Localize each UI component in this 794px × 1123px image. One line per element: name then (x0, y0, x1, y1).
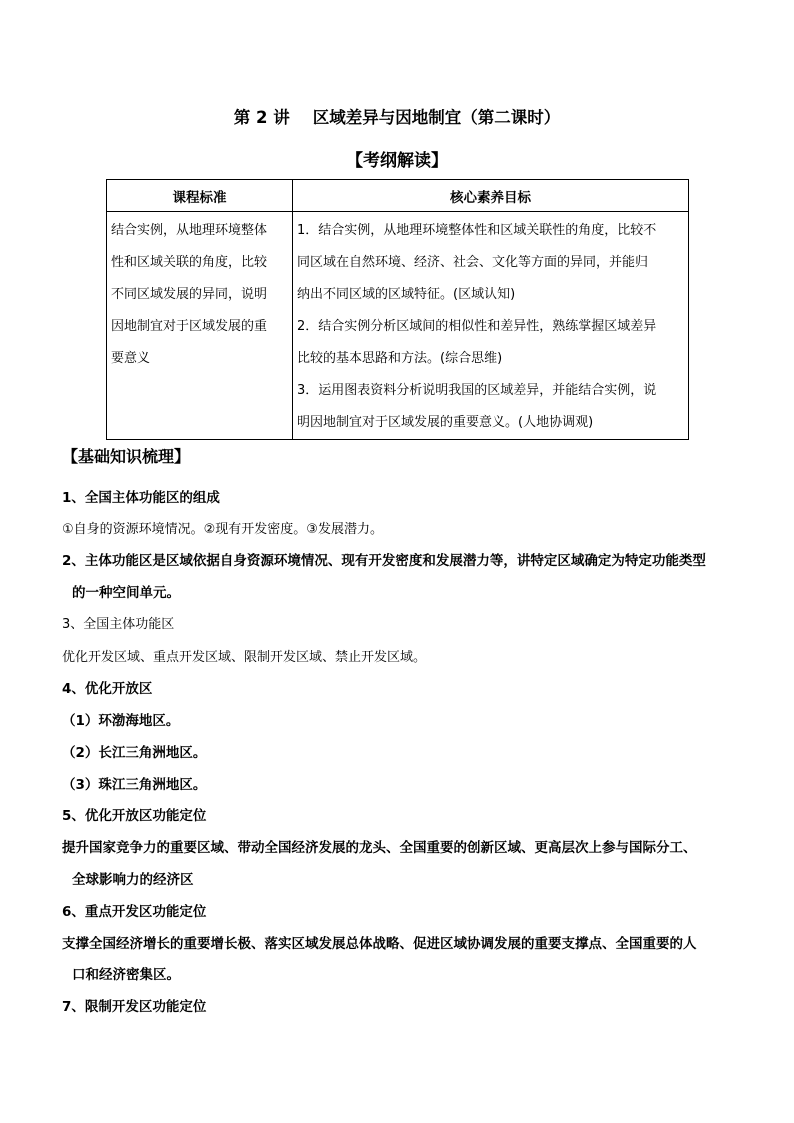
section-4-item: （3）珠江三角洲地区。 (62, 777, 207, 793)
standard-line: 不同区域发展的异同，说明 (111, 287, 268, 302)
section-7-title: 7、限制开发区功能定位 (62, 999, 207, 1015)
outline-heading: 【考纲解读】 (346, 151, 448, 171)
standard-line: 性和区域关联的角度，比较 (111, 255, 268, 270)
section-4-title: 4、优化开放区 (62, 681, 153, 697)
goal-line: 2．结合实例分析区域间的相似性和差异性，熟练掌握区域差异 (297, 319, 657, 334)
section-2-line-1: 2、主体功能区是区域依据自身资源环境情况、现有开发密度和发展潜力等，讲特定区域确定为特定功能类型 (62, 553, 706, 569)
core-literacy-cell (293, 212, 689, 440)
standard-line: 因地制宜对于区域发展的重 (111, 319, 268, 334)
section-1-body: ①自身的资源环境情况。②现有开发密度。③发展潜力。 (62, 522, 383, 537)
goal-line: 3．运用图表资料分析说明我国的区域差异，并能结合实例，说 (297, 383, 657, 398)
header-core-literacy: 核心素养目标 (293, 180, 689, 212)
standard-line: 结合实例，从地理环境整体 (111, 223, 268, 238)
goal-line: 1．结合实例，从地理环境整体性和区域关联性的角度，比较不 (297, 223, 657, 238)
standard-line: 要意义 (111, 351, 151, 366)
section-4-item: （1）环渤海地区。 (62, 713, 180, 729)
goal-line: 纳出不同区域的区域特征。(区域认知) (297, 287, 516, 302)
section-2-line-2: 的一种空间单元。 (72, 585, 180, 601)
section-1-title: 1、全国主体功能区的组成 (62, 490, 220, 506)
section-5-title: 5、优化开放区功能定位 (62, 808, 207, 824)
section-3-body: 优化开发区域、重点开发区域、限制开发区域、禁止开发区域。 (62, 650, 427, 665)
outline-table-row (107, 212, 689, 440)
goal-line: 比较的基本思路和方法。(综合思维) (297, 351, 503, 366)
page-title: 第 2 讲 区域差异与因地制宜（第二课时） (233, 108, 561, 127)
section-4-item: （2）长江三角洲地区。 (62, 745, 207, 761)
section-5-line-1: 提升国家竞争力的重要区域、带动全国经济发展的龙头、全国重要的创新区域、更高层次上参与国际分工、 (62, 840, 697, 856)
section-6-line-1: 支撑全国经济增长的重要增长极、落实区域发展总体战略、促进区域协调发展的重要支撑点、全国重要的人 (62, 936, 697, 952)
outline-table (106, 179, 689, 440)
outline-table-header-row (107, 180, 689, 212)
section-5-line-2: 全球影响力的经济区 (72, 872, 194, 888)
basic-knowledge-heading: 【基础知识梳理】 (62, 447, 191, 466)
section-6-line-2: 口和经济密集区。 (72, 967, 180, 983)
course-standard-cell (107, 212, 293, 440)
goal-line: 明因地制宜对于区域发展的重要意义。(人地协调观) (297, 415, 594, 430)
header-course-standard: 课程标准 (107, 180, 293, 212)
section-3-title: 3、全国主体功能区 (62, 617, 175, 632)
section-6-title: 6、重点开发区功能定位 (62, 904, 207, 920)
goal-line: 同区域在自然环境、经济、社会、文化等方面的异同，并能归 (297, 255, 649, 270)
